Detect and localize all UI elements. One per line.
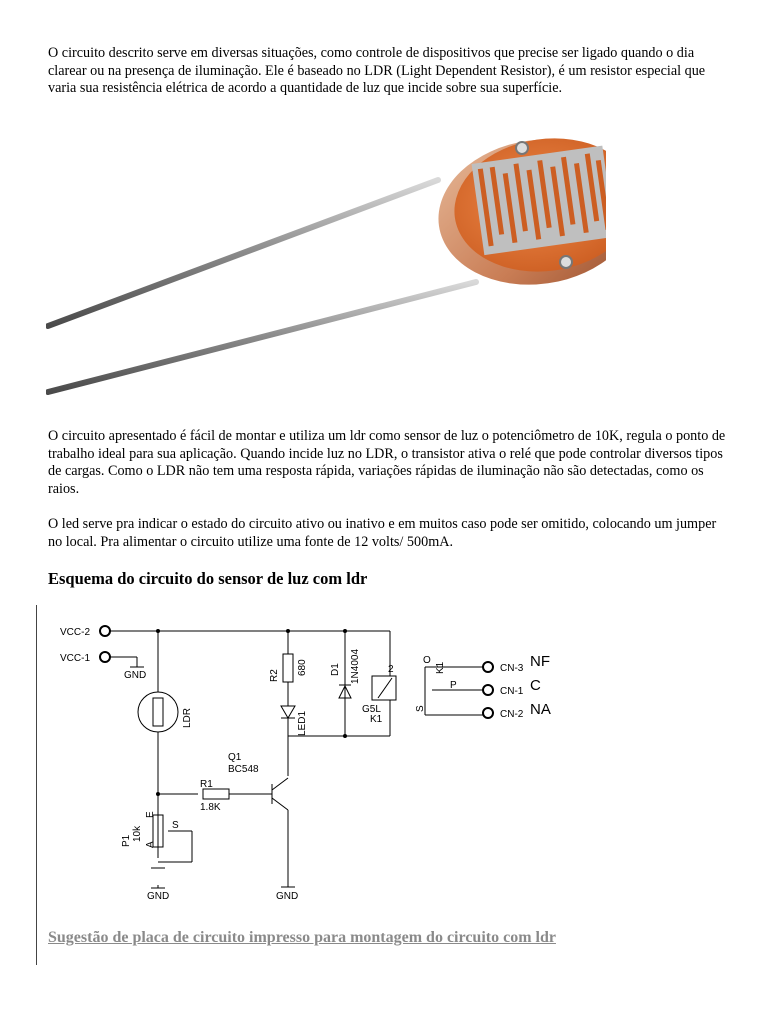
p1-pin-e: E [145,811,156,818]
r1-value: 1.8K [200,802,221,813]
left-divider [36,605,37,965]
na-label: NA [530,701,551,718]
relay-pin-s: S [415,705,426,712]
ldr-label: LDR [182,707,193,728]
cn2-label: CN-2 [500,709,524,720]
relay-ref-coil: K1 [370,714,383,725]
q1-name: Q1 [228,752,242,763]
relay-ref-contact: K1 [435,661,446,674]
pcb-suggestion-link[interactable]: Sugestão de placa de circuito impresso para montagem do circuito com ldr [48,929,556,946]
r1-name: R1 [200,779,213,790]
relay-name: G5L [362,704,381,715]
gnd-label-3: GND [276,891,299,902]
led1-label: LED1 [297,710,308,736]
c-label: C [530,677,541,694]
cn3-label: CN-3 [500,663,524,674]
ldr-photo-icon [46,110,606,410]
d1-name: D1 [330,663,341,676]
p1-name: P1 [121,834,132,847]
q1-value: BC548 [228,764,259,775]
p1-pin-a: A [145,841,156,848]
r2-name: R2 [269,669,280,682]
relay-pin-o: O [423,655,431,666]
circuit-schematic [40,610,620,910]
p1-pin-s: S [172,820,179,831]
schematic-heading: Esquema do circuito do sensor de luz com ldr [48,569,368,588]
vcc1-label: VCC-1 [60,653,91,664]
intro-paragraph: O circuito descrito serve em diversas situações, como controle de dispositivos que precise ser ligado quando o dia clarear ou na presença de iluminação. Ele é baseado no LDR (Light Dependent Resistor), é um resistor especial que varia sua resistência elétrica de acordo a quantidade de luz que incide sobre sua superfície. [48,45,706,97]
vcc2-label: VCC-2 [60,627,91,638]
gnd-label-1: GND [124,670,147,681]
led-paragraph: O led serve pra indicar o estado do circuito ativo ou inativo e em muitos caso pode ser omitido, colocando um jumper no local. Pra alimentar o circuito utilize uma fonte de 12 volts/ 500mA. [48,516,717,550]
relay-pin-2: 2 [388,664,394,675]
r2-value: 680 [297,659,308,676]
montagem-paragraph: O circuito apresentado é fácil de montar e utiliza um ldr como sensor de luz o potenciômetro de 10K, regula o ponto de trabalho ideal para sua aplicação. Quando incide luz no LDR, o transistor ativa o relé que pode controlar diversos tipos de cargas. Como o LDR não tem uma resposta rápida, variações rápidas de iluminação não são detectadas, como os raios. [48,428,726,497]
gnd-label-2: GND [147,891,170,902]
d1-value: 1N4004 [350,648,361,684]
cn1-label: CN-1 [500,686,524,697]
relay-pin-p: P [450,680,457,691]
p1-value: 10k [132,825,143,842]
nf-label: NF [530,653,550,670]
